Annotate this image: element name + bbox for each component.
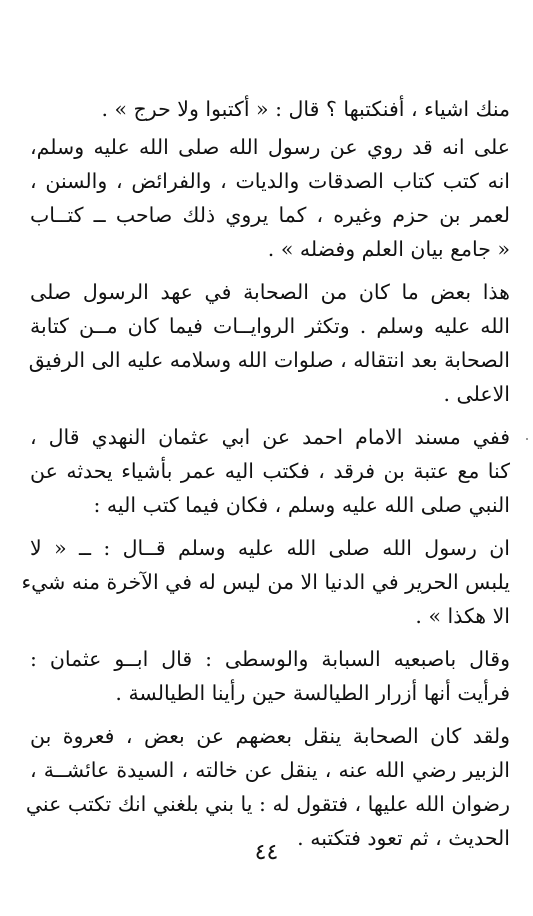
page-body: [21, 92, 510, 864]
text-line: رضوان الله عليها ، فتقول له : يا بني بلغني انك تكتب عني: [25, 792, 510, 816]
text-line: النبي صلى الله عليه وسلم ، فكان فيما كتب اليه :: [93, 493, 510, 517]
paragraph: [30, 642, 510, 719]
text-line: الزبير رضي الله عنه ، ينقل عن خالته ، السيدة عائشــة ،: [30, 758, 510, 782]
paragraph: [21, 531, 510, 642]
paragraph: [30, 420, 510, 531]
text-line: ان رسول الله صلى الله عليه وسلم قــال : ــ « لا: [30, 536, 510, 560]
text-line: وقال باصبعيه السبابة والوسطى : قال ابــو عثمان :: [30, 647, 510, 671]
paragraph: [30, 92, 510, 130]
text-line: لعمر بن حزم وغيره ، كما يروي ذلك صاحب ــ كتــاب: [30, 203, 510, 227]
text-line: الصحابة بعد انتقاله ، صلوات الله وسلامه عليه الى الرفيق: [28, 348, 510, 372]
text-line: على انه قد روي عن رسول الله صلى الله عليه وسلم،: [30, 135, 510, 159]
text-line: الله عليه وسلم . وتكثر الروايــات فيما كان مــن كتابة: [30, 314, 510, 338]
text-line: انه كتب كتاب الصدقات والديات ، والفرائض ، والسنن ،: [30, 169, 510, 193]
text-line: « جامع بيان العلم وفضله » .: [267, 237, 510, 261]
text-line: الاعلى .: [443, 382, 510, 406]
paragraph: [30, 275, 510, 420]
page-number: ٤٤: [254, 840, 279, 865]
text-line: ولقد كان الصحابة ينقل بعضهم عن بعض ، فعروة بن: [30, 724, 510, 748]
text-line: فرأيت أنها أزرار الطيالسة حين رأينا الطيالسة .: [115, 681, 510, 705]
scan-speck: [526, 438, 528, 440]
text-line: كنا مع عتبة بن فرقد ، فكتب اليه عمر بأشياء يحدثه عن: [30, 459, 510, 483]
text-line: الا هكذا » .: [415, 604, 510, 628]
text-line: الحديث ، ثم تعود فتكتبه .: [297, 826, 510, 850]
text-line: منك اشياء ، أفنكتبها ؟ قال : « أكتبوا ولا حرج » .: [101, 97, 510, 121]
text-line: ففي مسند الامام احمد عن ابي عثمان النهدي قال ،: [30, 425, 510, 449]
paragraph: [30, 130, 510, 275]
text-line: هذا بعض ما كان من الصحابة في عهد الرسول صلى: [30, 280, 510, 304]
text-line: يلبس الحرير في الدنيا الا من ليس له في الآخرة منه شيء: [21, 570, 510, 594]
